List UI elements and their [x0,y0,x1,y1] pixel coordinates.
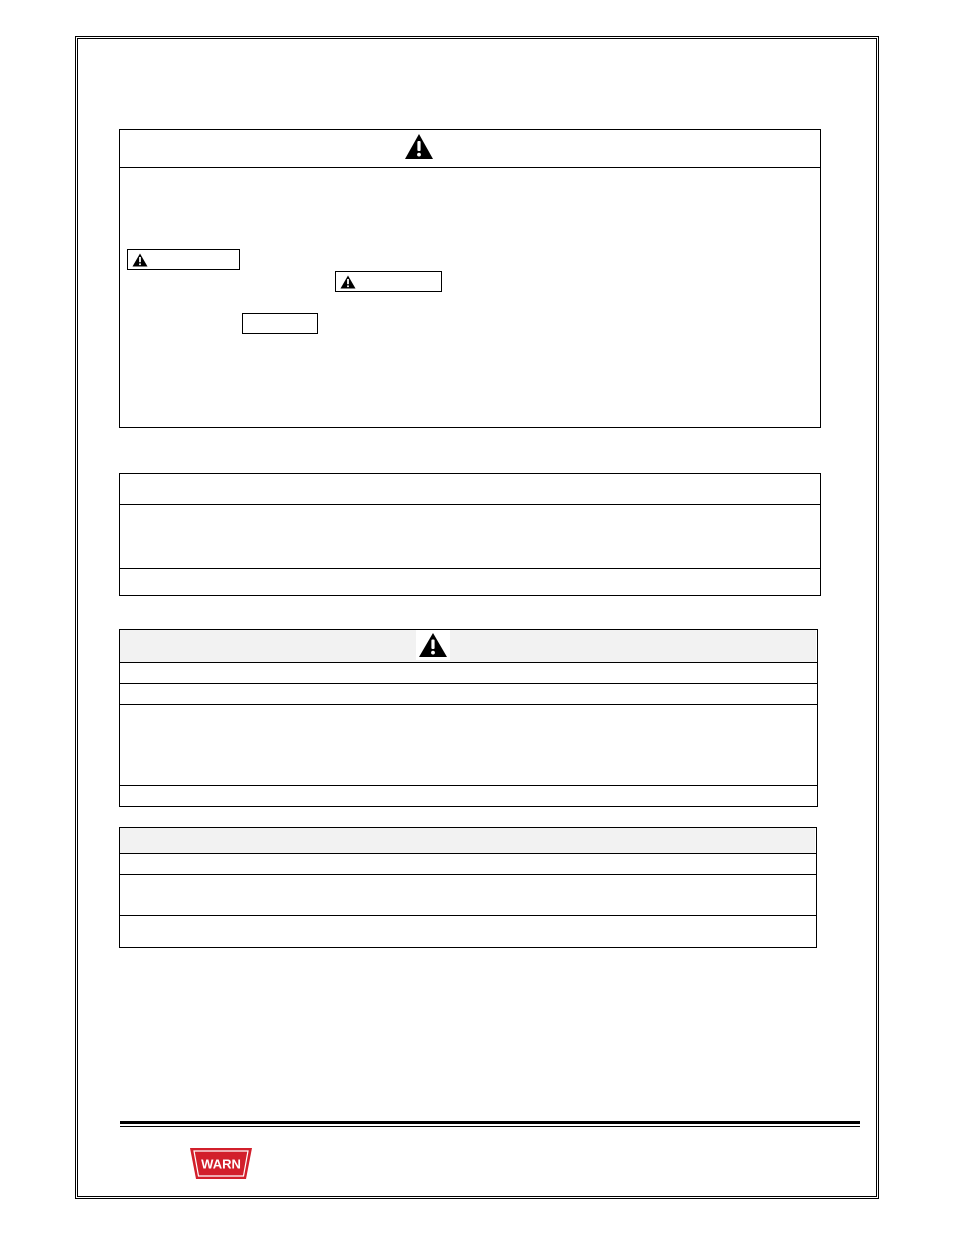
footer-rule [120,1121,860,1124]
table-two-divider [119,704,818,705]
signal-word-danger-box [127,249,240,270]
safety-warning-panel [119,129,821,428]
warning-triangle-icon [418,632,448,658]
info-table-three [119,827,817,948]
warning-panel-header-divider [119,167,821,168]
warning-triangle-icon [340,275,356,289]
footer-rule-thin [120,1126,860,1127]
warn-logo [189,1147,253,1180]
warn-logo-text: WARN [201,1156,241,1172]
table-one-divider [119,504,821,505]
info-table-one [119,473,821,596]
table-three-divider [119,915,817,916]
table-three-divider [119,853,817,854]
signal-word-notice-box [242,313,318,334]
table-two-divider [119,785,818,786]
warning-triangle-icon [132,253,148,267]
table-three-divider [119,874,817,875]
signal-word-warning-box [335,271,442,292]
warning-table-two [119,629,818,807]
table-two-divider [119,662,818,663]
table-one-divider [119,568,821,569]
warning-triangle-icon [404,133,434,160]
table-two-divider [119,683,818,684]
